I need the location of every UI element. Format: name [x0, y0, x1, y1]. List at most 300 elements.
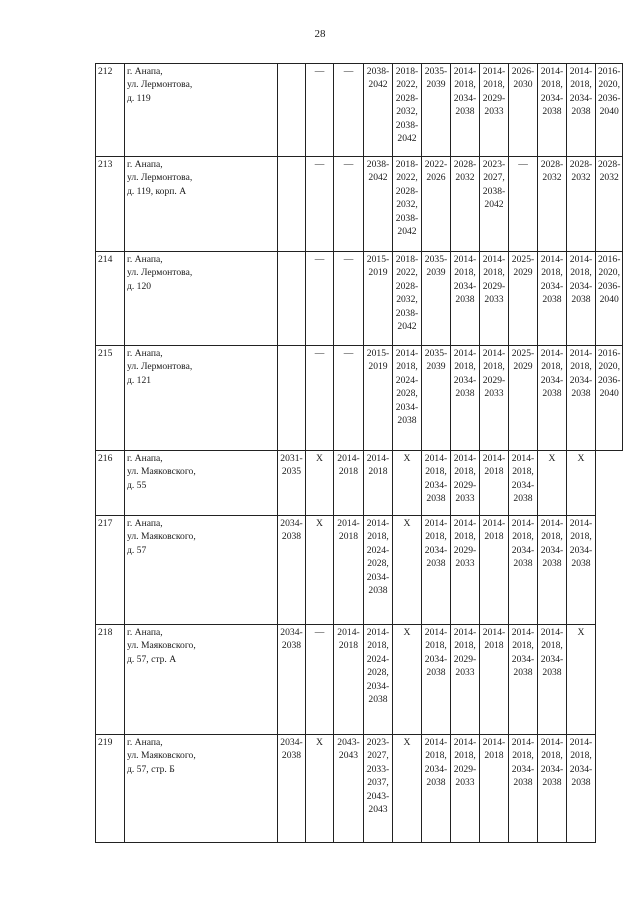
cell-line: 2014- — [424, 518, 448, 529]
schedule-cell — [393, 516, 422, 625]
row-number: 213 — [96, 157, 125, 252]
cell-line: г. Анапа, — [127, 254, 163, 265]
cell-line: 2032 — [599, 172, 619, 184]
schedule-cell — [480, 516, 509, 625]
cell-line: 2038 — [542, 667, 562, 679]
cell-line: 2014- — [482, 254, 506, 265]
cell-line: 2037, — [367, 777, 389, 789]
cell-line: 2018 — [484, 640, 504, 652]
cell-line: 2018 — [484, 750, 504, 762]
cell-line: 2019 — [368, 361, 388, 373]
cell-line: 2014- — [482, 66, 506, 77]
cell-line: 2014- — [453, 737, 477, 748]
cell-line: 2028, — [367, 667, 389, 679]
schedule-cell — [364, 64, 393, 157]
cell-line: 2024- — [366, 544, 390, 556]
schedule-cell — [278, 64, 306, 157]
cell-line: 2038 — [542, 106, 562, 118]
cell-line: 2039 — [426, 79, 446, 91]
cell-line: 2028- — [395, 280, 419, 292]
cell-line: ул. Маяковского, — [127, 750, 196, 762]
table-row — [96, 64, 623, 157]
cell-line: 2018, — [541, 79, 563, 91]
address-cell — [125, 516, 278, 625]
cell-line: 2038 — [571, 777, 591, 789]
row-number: 216 — [96, 451, 125, 516]
cell-line: 2020, — [598, 267, 620, 279]
schedule-cell — [422, 451, 451, 516]
cell-line: 2016- — [598, 66, 621, 77]
cell-line: 2028- — [395, 185, 419, 197]
cell-line: 2035 — [281, 466, 302, 478]
cell-line: 2018 — [338, 640, 359, 652]
schedule-cell — [480, 157, 509, 252]
cell-line: — — [314, 66, 325, 77]
cell-line: 2029 — [513, 267, 533, 279]
cell-line: д. 121 — [127, 374, 152, 386]
schedule-cell — [509, 451, 538, 516]
schedule-cell — [596, 64, 623, 157]
cell-line: 2034- — [280, 627, 303, 638]
schedule-cell — [306, 451, 334, 516]
schedule-cell — [393, 64, 422, 157]
schedule-cell — [422, 157, 451, 252]
cell-line: 2014- — [453, 453, 477, 464]
cell-line: 2034- — [424, 544, 448, 556]
cell-line: 2038 — [571, 106, 591, 118]
schedule-cell — [422, 735, 451, 843]
cell-line: 2024- — [395, 374, 419, 386]
cell-line: 2018, — [512, 466, 534, 478]
schedule-cell — [278, 735, 306, 843]
schedule-cell — [306, 157, 334, 252]
cell-line: 2028, — [367, 558, 389, 570]
cell-line: 2034- — [540, 763, 564, 775]
schedule-table-body — [96, 64, 623, 843]
cell-line: 2034- — [453, 92, 477, 104]
cell-line: 2038 — [513, 667, 533, 679]
cell-line: 2040 — [599, 388, 619, 400]
cell-line: 2014- — [511, 518, 535, 529]
table-row — [96, 625, 623, 735]
cell-line: 2033 — [455, 667, 475, 679]
cell-line: г. Анапа, — [127, 737, 163, 748]
schedule-cell — [364, 346, 393, 451]
schedule-cell — [334, 625, 364, 735]
row-number: 218 — [96, 625, 125, 735]
cell-line: 2014- — [569, 66, 593, 77]
cell-line: 2038- — [395, 212, 419, 224]
cell-line: ул. Маяковского, — [127, 640, 196, 652]
cell-line: 2028- — [598, 159, 621, 170]
cell-line: 2028- — [540, 159, 564, 170]
cell-line: — — [314, 159, 325, 170]
schedule-cell — [334, 516, 364, 625]
cell-line: 2014- — [395, 348, 419, 359]
cell-line: 2018, — [454, 361, 476, 373]
cell-line: 2029- — [453, 653, 477, 665]
cell-line: 2018, — [425, 640, 447, 652]
cell-line: 2042 — [397, 133, 417, 145]
row-number: 217 — [96, 516, 125, 625]
cell-line: ул. Лермонтова, — [127, 172, 193, 184]
cell-line: 2034- — [424, 763, 448, 775]
schedule-cell — [567, 735, 596, 843]
cell-line: 2043- — [337, 737, 360, 748]
schedule-cell — [567, 64, 596, 157]
cell-line: 2014- — [511, 627, 535, 638]
cell-line: 2039 — [426, 267, 446, 279]
cell-line: 2018, — [454, 750, 476, 762]
cell-line: 2042 — [397, 321, 417, 333]
cell-line: 2018- — [395, 66, 419, 77]
schedule-cell — [480, 625, 509, 735]
cell-line: 2022, — [396, 267, 418, 279]
cell-line: 2034- — [569, 374, 593, 386]
cell-line: 2023- — [482, 159, 506, 170]
schedule-cell — [451, 157, 480, 252]
cell-line: — — [518, 159, 528, 170]
schedule-cell — [278, 346, 306, 451]
address-cell — [125, 625, 278, 735]
cell-line: 2014- — [569, 348, 593, 359]
cell-line: 2032 — [455, 172, 475, 184]
cell-line: 2038 — [571, 558, 591, 570]
cell-line: 2034- — [395, 401, 419, 413]
cell-line: 2027, — [367, 750, 389, 762]
schedule-cell — [451, 516, 480, 625]
cell-line: 2035- — [424, 254, 448, 265]
cell-line: 2034- — [569, 763, 593, 775]
schedule-cell — [393, 735, 422, 843]
schedule-cell — [278, 516, 306, 625]
cell-line: 2018, — [541, 531, 563, 543]
cell-line: 2034- — [366, 680, 390, 692]
cell-line: 2014- — [569, 518, 593, 529]
row-number: 215 — [96, 346, 125, 451]
cell-line: ул. Маяковского, — [127, 466, 196, 478]
schedule-cell — [393, 451, 422, 516]
cell-line: 2015- — [366, 348, 390, 359]
schedule-cell — [393, 252, 422, 346]
schedule-cell — [422, 252, 451, 346]
schedule-cell — [567, 451, 596, 516]
cell-line: 2020, — [598, 79, 620, 91]
cell-line: 2038 — [513, 777, 533, 789]
cell-line: — — [343, 254, 354, 265]
schedule-cell — [422, 625, 451, 735]
schedule-cell — [451, 252, 480, 346]
cell-line: 2033 — [484, 106, 504, 118]
address-cell — [125, 157, 278, 252]
schedule-cell — [364, 516, 393, 625]
cell-line: г. Анапа, — [127, 453, 163, 464]
cell-line: 2018- — [395, 254, 419, 265]
cell-line: 2014- — [511, 737, 535, 748]
page-number: 28 — [314, 28, 326, 40]
cell-line: 2014- — [453, 518, 477, 529]
cell-line: 2034- — [540, 92, 564, 104]
cell-line: 2018, — [425, 531, 447, 543]
cell-line: 2029- — [482, 280, 506, 292]
cell-line: д. 119, корп. А — [127, 185, 187, 197]
cell-line: 2026 — [426, 172, 446, 184]
schedule-cell — [480, 735, 509, 843]
cell-line: 2034- — [453, 280, 477, 292]
address-cell — [125, 64, 278, 157]
schedule-cell — [334, 451, 364, 516]
cell-line: X — [548, 453, 556, 464]
cell-line: 2038 — [426, 493, 446, 505]
cell-line: 2038 — [571, 388, 591, 400]
cell-line: 2014- — [540, 254, 564, 265]
table-row — [96, 516, 623, 625]
cell-line: 2034- — [511, 653, 535, 665]
cell-line: 2034- — [540, 374, 564, 386]
cell-line: — — [343, 159, 354, 170]
cell-line: 2018, — [454, 640, 476, 652]
cell-line: 2038 — [281, 531, 302, 543]
schedule-cell — [334, 157, 364, 252]
cell-line: 2018, — [512, 531, 534, 543]
cell-line: 2014- — [482, 737, 506, 748]
cell-line: 2018, — [454, 79, 476, 91]
cell-line: 2038- — [366, 66, 390, 77]
cell-line: 2014- — [337, 518, 360, 529]
cell-line: 2014- — [569, 254, 593, 265]
cell-line: 2014- — [453, 66, 477, 77]
cell-line: 2014- — [569, 737, 593, 748]
cell-line: 2034- — [511, 544, 535, 556]
cell-line: 2026- — [511, 66, 535, 77]
schedule-cell — [480, 64, 509, 157]
cell-line: 2014- — [482, 627, 506, 638]
cell-line: 2035- — [424, 66, 448, 77]
cell-line: 2034- — [540, 280, 564, 292]
cell-line: 2042 — [368, 79, 388, 91]
cell-line: д. 57 — [127, 544, 147, 556]
cell-line: 2014- — [482, 348, 506, 359]
table-row — [96, 735, 623, 843]
cell-line: 2038- — [395, 307, 419, 319]
cell-line: 2014- — [366, 518, 390, 529]
schedule-cell — [596, 157, 623, 252]
cell-line: 2018 — [368, 466, 388, 478]
cell-line: X — [577, 627, 585, 638]
cell-line: 2014- — [453, 348, 477, 359]
cell-line: ул. Лермонтова, — [127, 361, 193, 373]
cell-line: 2038 — [426, 558, 446, 570]
cell-line: 2038 — [513, 558, 533, 570]
address-cell — [125, 346, 278, 451]
cell-line: 2014- — [424, 627, 448, 638]
cell-line: 2034- — [540, 653, 564, 665]
cell-line: 2035- — [424, 348, 448, 359]
schedule-cell — [278, 625, 306, 735]
schedule-cell — [451, 735, 480, 843]
cell-line: г. Анапа, — [127, 348, 163, 359]
cell-line: X — [316, 518, 323, 529]
cell-line: 2043 — [368, 804, 388, 816]
cell-line: 2038 — [542, 388, 562, 400]
cell-line: — — [314, 348, 325, 359]
address-cell — [125, 451, 278, 516]
cell-line: 2018, — [425, 750, 447, 762]
schedule-cell — [334, 64, 364, 157]
cell-line: 2024- — [366, 653, 390, 665]
cell-line: 2018, — [570, 750, 592, 762]
cell-line: 2036- — [598, 92, 621, 104]
schedule-cell — [306, 252, 334, 346]
cell-line: 2040 — [599, 106, 619, 118]
schedule-cell — [567, 346, 596, 451]
schedule-cell — [364, 625, 393, 735]
cell-line: 2034- — [424, 479, 448, 491]
schedule-cell — [306, 735, 334, 843]
schedule-cell — [422, 516, 451, 625]
cell-line: 2038 — [455, 388, 475, 400]
schedule-cell — [509, 252, 538, 346]
cell-line: 2033 — [484, 388, 504, 400]
cell-line: 2038- — [366, 159, 390, 170]
table-row — [96, 346, 623, 451]
cell-line: 2018, — [541, 640, 563, 652]
cell-line: 2032 — [542, 172, 562, 184]
schedule-cell — [596, 346, 623, 451]
cell-line: 2014- — [540, 627, 564, 638]
schedule-cell — [567, 625, 596, 735]
schedule-cell — [334, 346, 364, 451]
cell-line: 2018, — [570, 79, 592, 91]
schedule-table — [95, 63, 623, 843]
address-cell — [125, 252, 278, 346]
cell-line: 2014- — [424, 737, 448, 748]
cell-line: — — [314, 627, 325, 638]
cell-line: 2038 — [397, 415, 417, 427]
cell-line: 2027, — [483, 172, 505, 184]
cell-line: 2014- — [337, 627, 360, 638]
cell-line: 2028- — [453, 159, 477, 170]
cell-line: 2034- — [540, 544, 564, 556]
schedule-cell — [538, 157, 567, 252]
cell-line: 2025- — [511, 254, 535, 265]
cell-line: 2032 — [571, 172, 591, 184]
cell-line: 2018- — [395, 159, 419, 170]
cell-line: X — [316, 737, 323, 748]
cell-line: 2014- — [366, 453, 390, 464]
cell-line: 2028- — [395, 92, 419, 104]
schedule-cell — [451, 64, 480, 157]
schedule-cell — [509, 516, 538, 625]
schedule-cell — [306, 516, 334, 625]
cell-line: 2016- — [598, 254, 621, 265]
cell-line: г. Анапа, — [127, 627, 163, 638]
cell-line: 2038 — [426, 777, 446, 789]
cell-line: 2014- — [482, 453, 506, 464]
cell-line: 2038 — [368, 694, 388, 706]
table-row — [96, 252, 623, 346]
schedule-cell — [538, 64, 567, 157]
cell-line: 2018, — [454, 267, 476, 279]
cell-line: X — [403, 518, 411, 529]
cell-line: 2042 — [397, 226, 417, 238]
cell-line: 2029- — [453, 544, 477, 556]
cell-line: 2038 — [368, 585, 388, 597]
schedule-cell — [364, 157, 393, 252]
cell-line: 2025- — [511, 348, 535, 359]
cell-line: г. Анапа, — [127, 518, 163, 529]
cell-line: 2020, — [598, 361, 620, 373]
cell-line: 2038 — [281, 640, 302, 652]
cell-line: 2033 — [455, 493, 475, 505]
schedule-cell — [422, 64, 451, 157]
cell-line: 2034- — [280, 518, 303, 529]
schedule-cell — [451, 625, 480, 735]
cell-line: 2029- — [482, 92, 506, 104]
cell-line: г. Анапа, — [127, 159, 163, 170]
table-row — [96, 451, 623, 516]
cell-line: 2038 — [455, 294, 475, 306]
cell-line: 2034- — [511, 479, 535, 491]
cell-line: 2019 — [368, 267, 388, 279]
schedule-cell — [509, 64, 538, 157]
cell-line: 2043- — [366, 790, 390, 802]
schedule-cell — [393, 346, 422, 451]
cell-line: 2018, — [541, 361, 563, 373]
cell-line: 2014- — [540, 348, 564, 359]
cell-line: 2018, — [483, 267, 505, 279]
schedule-cell — [278, 451, 306, 516]
cell-line: 2038 — [455, 106, 475, 118]
cell-line: 2023- — [366, 737, 390, 748]
schedule-cell — [364, 252, 393, 346]
cell-line: 2018 — [338, 531, 359, 543]
cell-line: 2043 — [338, 750, 359, 762]
cell-line: 2018, — [512, 640, 534, 652]
cell-line: 2015- — [366, 254, 390, 265]
cell-line: 2018, — [541, 750, 563, 762]
address-cell — [125, 735, 278, 843]
schedule-cell — [334, 735, 364, 843]
cell-line: 2038 — [571, 294, 591, 306]
cell-line: 2034- — [280, 737, 303, 748]
schedule-cell — [480, 346, 509, 451]
cell-line: 2014- — [540, 66, 564, 77]
schedule-cell — [451, 451, 480, 516]
cell-line: 2042 — [368, 172, 388, 184]
cell-line: 2014- — [511, 453, 535, 464]
cell-line: 2018, — [425, 466, 447, 478]
cell-line: 2036- — [598, 374, 621, 386]
cell-line: 2038 — [513, 493, 533, 505]
cell-line: 2018, — [570, 267, 592, 279]
cell-line: X — [403, 453, 411, 464]
schedule-cell — [567, 252, 596, 346]
cell-line: 2033 — [455, 777, 475, 789]
schedule-cell — [538, 625, 567, 735]
cell-line: 2018, — [367, 640, 389, 652]
cell-line: — — [343, 348, 354, 359]
cell-line: 2032, — [396, 106, 418, 118]
cell-line: 2034- — [569, 544, 593, 556]
cell-line: 2018, — [454, 531, 476, 543]
cell-line: 2032, — [396, 294, 418, 306]
cell-line: 2030 — [513, 79, 533, 91]
cell-line: 2028, — [396, 388, 418, 400]
cell-line: ул. Лермонтова, — [127, 267, 193, 279]
cell-line: ул. Маяковского, — [127, 531, 196, 543]
cell-line: 2034- — [569, 280, 593, 292]
